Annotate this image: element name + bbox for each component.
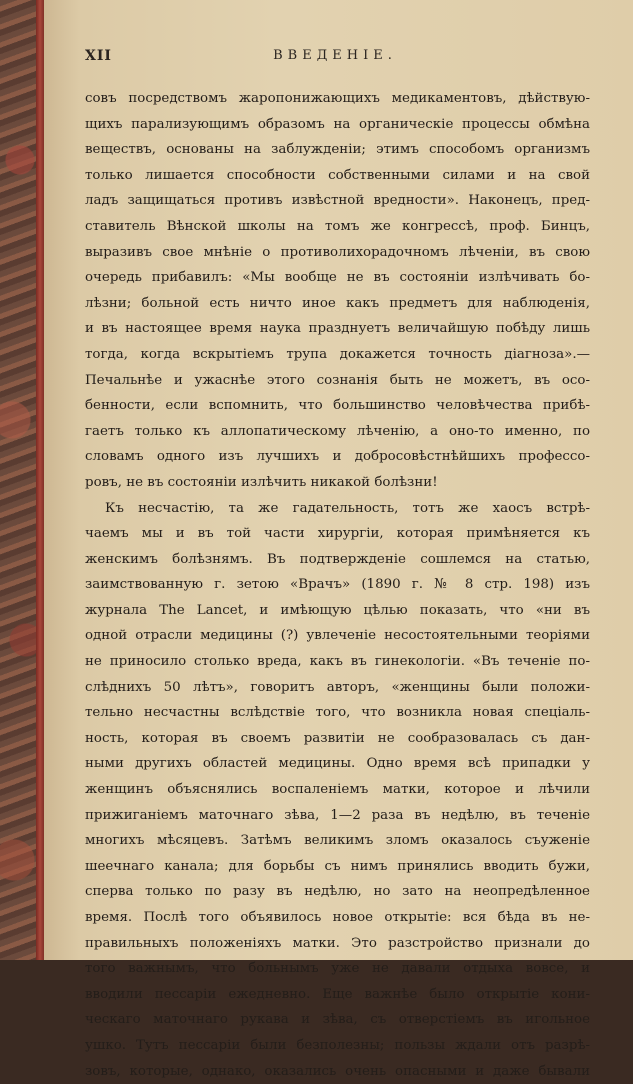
text-line: вводили пессаріи ежедневно. Еще важнѣе было открытіе кони- [85, 986, 590, 1002]
text-line: словамъ одного изъ лучшихъ и добросовѣстнѣйшихъ профессо- [85, 449, 590, 465]
page-number: XII [85, 48, 112, 64]
text-line: шеечнаго канала; для борьбы съ нимъ принялись вводить бужи, [85, 858, 590, 874]
page-header [85, 48, 585, 70]
text-line: зовъ, которые, однако, оказались очень опасными и даже бывали [85, 1063, 590, 1079]
text-line: ными другихъ областей медицины. Одно время всѣ припадки у [85, 756, 590, 772]
text-line: бенности, если вспомнить, что большинство человѣчества прибѣ- [85, 398, 590, 414]
text-line: ушко. Тутъ пессаріи были безполезны; пользы ждали отъ разрѣ- [85, 1037, 590, 1053]
text-line: прижиганіемъ маточнаго зѣва, 1—2 раза въ недѣлю, въ теченіе [85, 807, 590, 823]
text-line: Къ несчастію, та же гадательность, тотъ же хаосъ встрѣ- [105, 500, 590, 516]
text-line: очередь прибавилъ: «Мы вообще не въ состояніи излѣчивать бо- [85, 270, 590, 286]
text-line: сперва только по разу въ недѣлю, но зато на неопредѣленное [85, 884, 590, 900]
text-line: гаетъ только къ аллопатическому лѣченію, а оно-то именно, по [85, 423, 590, 439]
text-line: время. Послѣ того объявилось новое открытіе: вся бѣда въ не- [85, 910, 590, 925]
text-line: слѣднихъ 50 лѣтъ», говоритъ авторъ, «женщины были положи- [85, 679, 590, 695]
text-line: правильныхъ положеніяхъ матки. Это разстройство признали до [85, 935, 590, 951]
text-line: ровъ, не въ состояніи излѣчить никакой болѣзни! [85, 474, 438, 490]
text-line: журнала The Lancet, и имѣющую цѣлью показать, что «ни въ [85, 602, 590, 618]
text-line: заимствованную г. зетою «Врачъ» (1890 г. № 8 стр. 198) изъ [85, 577, 590, 593]
text-line: ставитель Вѣнской школы на томъ же конгрессѣ, проф. Бинцъ, [85, 218, 590, 234]
body-text [85, 86, 590, 1084]
text-line: тогда, когда вскрытіемъ трупа докажется точность діагноза».— [85, 346, 590, 362]
text-line: только лишается способности собственными силами и на свой [85, 167, 590, 183]
text-line: того важнымъ, что больнымъ уже не давали отдыха вовсе, и [85, 961, 590, 977]
text-line: ческаго маточнаго рукава и зѣва, съ отверстіемъ въ игольное [85, 1012, 590, 1028]
text-line: ладъ защищаться противъ извѣстной вредности». Наконецъ, пред- [85, 193, 590, 209]
text-line: щихъ парализующимъ образомъ на органическіе процессы обмѣна [85, 116, 590, 132]
text-line: и въ настоящее время наука празднуетъ величайшую побѣду лишь [85, 321, 590, 337]
running-head: ВВЕДЕНІЕ. [273, 48, 397, 63]
text-line: не приносило столько вреда, какъ въ гинекологіи. «Въ теченіе по- [85, 654, 590, 670]
text-line: совъ посредствомъ жаропонижающихъ медикаментовъ, дѣйствую- [85, 91, 590, 106]
text-line: выразивъ свое мнѣніе о противолихорадочномъ лѣченіи, въ свою [85, 244, 590, 260]
text-line: Печальнѣе и ужаснѣе этого сознанія быть не можетъ, въ осо- [85, 372, 590, 388]
text-line: женщинъ объяснялись воспаленіемъ матки, которое и лѣчили [85, 782, 590, 798]
text-line: одной отрасли медицины (?) увлеченіе несостоятельными теоріями [85, 628, 590, 644]
text-line: веществъ, основаны на заблужденіи; этимъ способомъ организмъ [85, 142, 590, 158]
text-line: тельно несчастны вслѣдствіе того, что возникла новая спеціаль- [85, 705, 590, 721]
text-line: многихъ мѣсяцевъ. Затѣмъ великимъ зломъ оказалось съуженіе [85, 833, 590, 849]
text-line: женскимъ болѣзнямъ. Въ подтвержденіе сошлемся на статью, [85, 551, 590, 567]
text-line: чаемъ мы и въ той части хирургіи, которая примѣняется къ [85, 526, 590, 542]
text-line: лѣзни; больной есть ничто иное какъ предметъ для наблюденія, [85, 295, 590, 311]
text-line: ность, которая въ своемъ развитіи не сообразовалась съ дан- [85, 730, 590, 746]
